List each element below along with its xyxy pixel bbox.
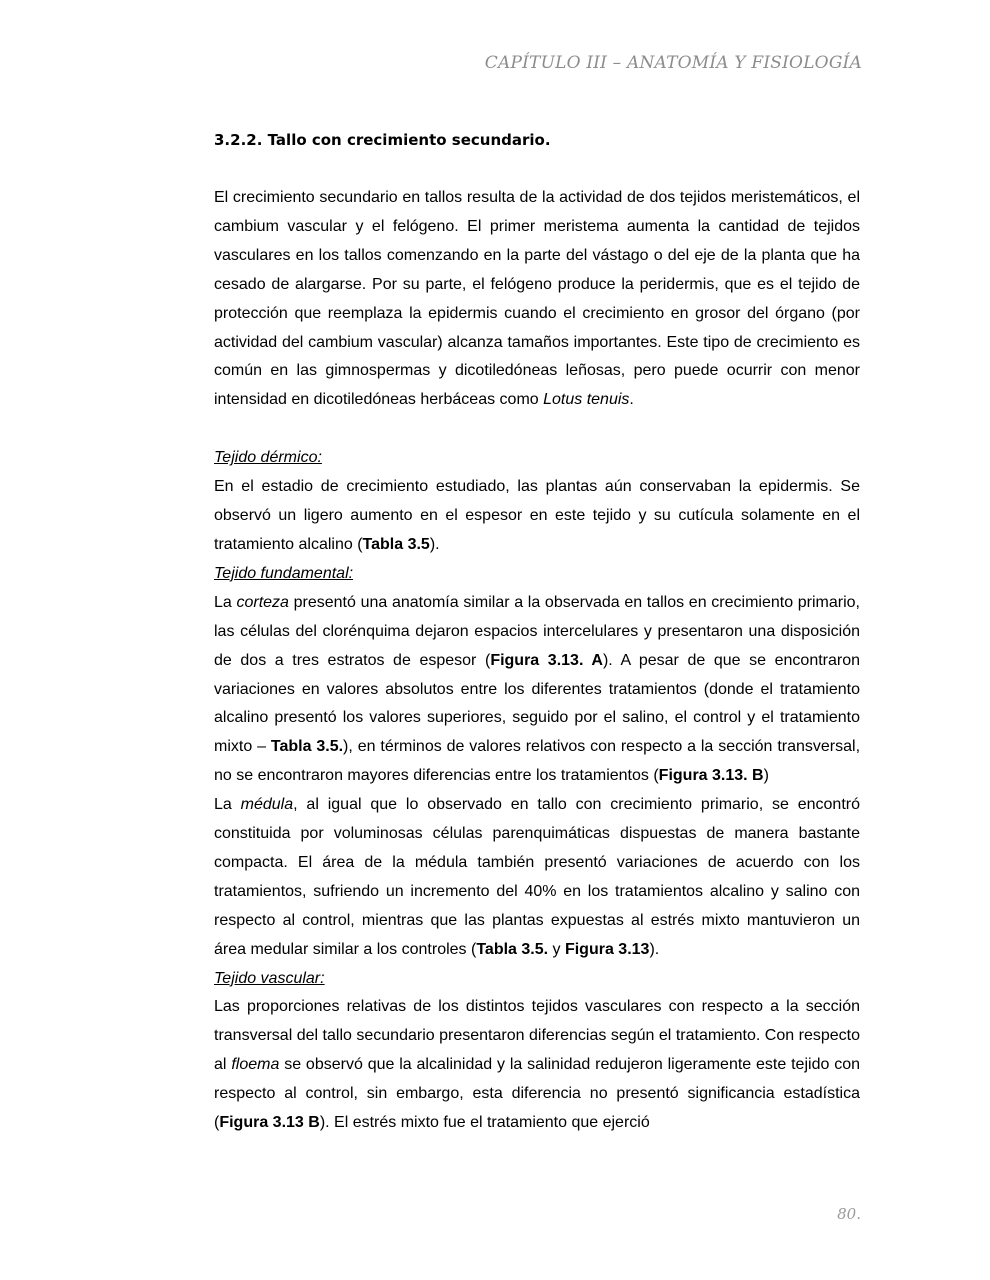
table-reference: Tabla 3.5. bbox=[270, 738, 344, 756]
vascular-tissue-heading: Tejido vascular: bbox=[214, 969, 325, 987]
phloem-term: floema bbox=[231, 1056, 280, 1074]
dermal-text-end: ). bbox=[429, 535, 440, 553]
cortex-text: ). A pesar de que se encontraron variaciones en valores absolutos entre los diferentes tratamientos (donde el tratamiento alcalino presentó los valores superiores, seguido por el salino, el control y el tratamiento mixto – bbox=[214, 651, 861, 756]
medulla-text: , al igual que lo observado en tallo con crecimiento primario, se encontró constituida por voluminosas células parenquimáticas dispuestas de manera bastante compacta. El área de la médula también presentó variaciones de acuerdo con los tratamientos, sufriendo un incremento del 40% en los tratamientos alcalino y salino con respecto al control, mientras que las plantas expuestas al estrés mixto mantuvieron un área medular similar a los controles ( bbox=[214, 796, 861, 958]
figure-reference: Figura 3.13 B bbox=[219, 1114, 320, 1132]
page-body bbox=[214, 126, 860, 1138]
intro-paragraph bbox=[214, 184, 860, 415]
fundamental-tissue-heading: Tejido fundamental: bbox=[214, 564, 354, 582]
section-heading: 3.2.2. Tallo con crecimiento secundario. bbox=[214, 131, 551, 149]
dermal-paragraph bbox=[214, 473, 860, 560]
page-number: 80. bbox=[837, 1205, 861, 1223]
cortex-text-end: ) bbox=[763, 767, 769, 785]
table-reference: Tabla 3.5. bbox=[476, 940, 549, 958]
figure-reference: Figura 3.13. A bbox=[490, 651, 603, 669]
vascular-paragraph bbox=[214, 993, 860, 1138]
paragraph-spacer bbox=[214, 415, 860, 444]
chapter-header: CAPÍTULO III – ANATOMÍA Y FISIOLOGÍA bbox=[484, 53, 862, 73]
species-name: Lotus tenuis bbox=[543, 391, 630, 409]
dermal-tissue-heading: Tejido dérmico: bbox=[214, 449, 322, 467]
medulla-text: La bbox=[214, 796, 241, 814]
figure-reference: Figura 3.13. B bbox=[658, 767, 764, 785]
dermal-text: En el estadio de crecimiento estudiado, las plantas aún conservaban la epidermis. Se observó un ligero aumento en el espesor en este tejido y su cutícula solamente en el tratamiento alcalino ( bbox=[214, 478, 860, 553]
vascular-text: se observó que la alcalinidad y la salinidad redujeron ligeramente este tejido con respecto al control, sin embargo, esta diferencia no presentó significancia estadística ( bbox=[214, 1056, 861, 1132]
cortex-term: corteza bbox=[236, 593, 289, 611]
cortex-text: La bbox=[214, 593, 237, 611]
intro-text-end: . bbox=[629, 391, 634, 409]
medulla-term: médula bbox=[240, 796, 294, 814]
figure-reference: Figura 3.13 bbox=[564, 940, 650, 958]
cortex-text: presentó una anatomía similar a la observada en tallos en crecimiento primario, las células del clorénquima dejaron espacios intercelulares y presentaron una disposición de dos a tres estratos de espesor ( bbox=[214, 593, 860, 669]
intro-text: El crecimiento secundario en tallos resulta de la actividad de dos tejidos meristemáticos, el cambium vascular y el felógeno. El primer meristema aumenta la cantidad de tejidos vasculares en los tallos comenzando en la parte del vástago o del eje de la planta que ha cesado de alargarse. Por su parte, el felógeno produce la peridermis, que es el tejido de protección que reemplaza la epidermis cuando el crecimiento en grosor del órgano (por actividad del cambium vascular) alcanza tamaños importantes. Este tipo de crecimiento es común en las gimnospermas y dicotiledóneas leñosas, pero puede ocurrir con menor intensidad en dicotiledóneas herbáceas como bbox=[214, 189, 860, 409]
cortex-text: ), en términos de valores relativos con respecto a la sección transversal, no se encontraron mayores diferencias entre los tratamientos ( bbox=[214, 738, 861, 785]
table-reference: Tabla 3.5 bbox=[362, 535, 430, 553]
cortex-paragraph bbox=[214, 589, 860, 791]
medulla-text: y bbox=[548, 940, 565, 958]
medulla-text-end: ). bbox=[649, 940, 660, 958]
medulla-paragraph bbox=[214, 791, 860, 964]
vascular-text-end: ). El estrés mixto fue el tratamiento que ejerció bbox=[319, 1114, 650, 1132]
vascular-text: Las proporciones relativas de los distintos tejidos vasculares con respecto a la sección transversal del tallo secundario presentaron diferencias según el tratamiento. Con respecto al bbox=[214, 998, 860, 1074]
